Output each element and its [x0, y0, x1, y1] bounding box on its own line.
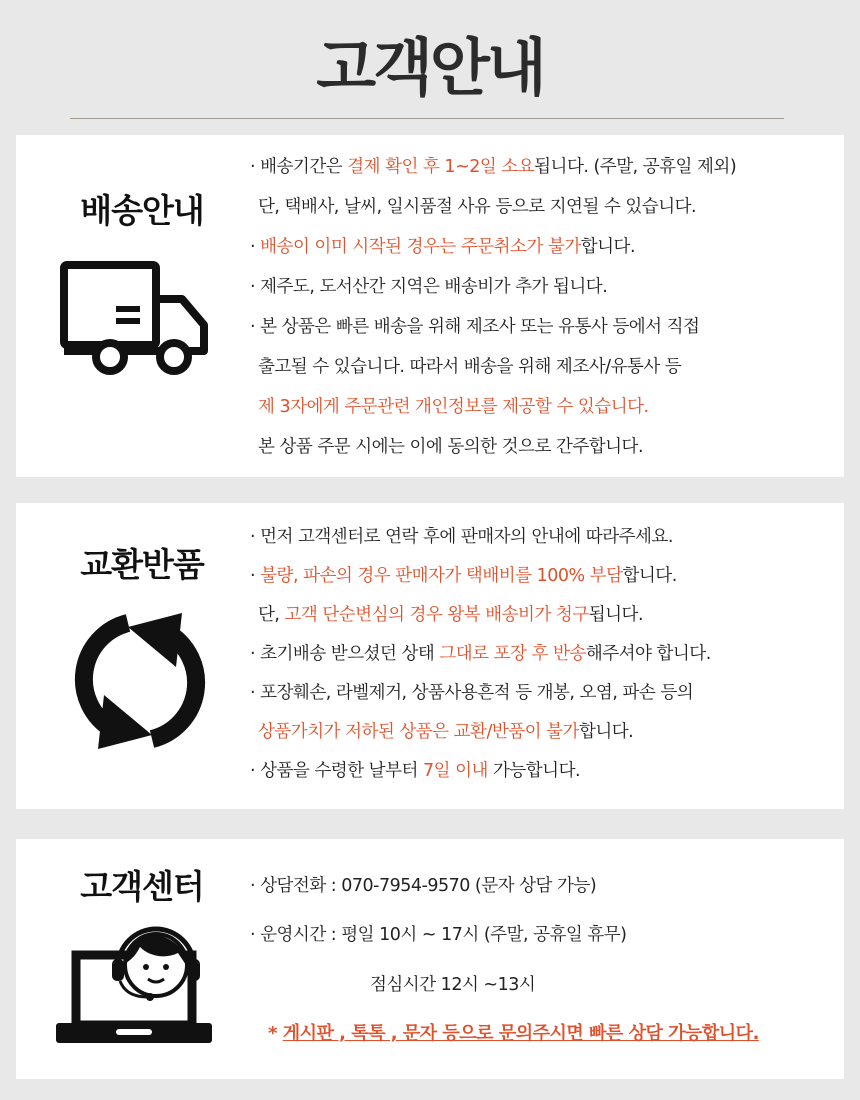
exchange-section: [16, 503, 844, 809]
shipping-section: [16, 135, 844, 477]
exchange-line-6: 상품가치가 저하된 상품은 교환/반품이 불가합니다.: [258, 722, 634, 742]
cs-hours: · 운영시간 : 평일 10시 ~ 17시 (주말, 공휴일 휴무): [250, 925, 627, 945]
truck-icon: [60, 259, 212, 379]
shipping-line-8: 본 상품 주문 시에는 이에 동의한 것으로 간주합니다.: [258, 437, 644, 457]
notice-text: 게시판 , 톡톡 , 문자 등으로 문의주시면 빠른 상담 가능합니다.: [282, 1023, 759, 1044]
shipping-line-4: · 제주도, 도서산간 지역은 배송비가 추가 됩니다.: [250, 277, 608, 297]
exchange-line-1: · 먼저 고객센터로 연락 후에 판매자의 안내에 따라주세요.: [250, 527, 673, 547]
page-title: 고객안내: [316, 31, 544, 104]
cs-lunch: 점심시간 12시 ~13시: [370, 975, 536, 995]
exchange-line-5: · 포장훼손, 라벨제거, 상품사용흔적 등 개봉, 오염, 파손 등의: [250, 683, 694, 703]
exchange-line-3: 단, 고객 단순변심의 경우 왕복 배송비가 청구됩니다.: [258, 605, 644, 625]
cs-heading: 고객센터: [80, 867, 204, 906]
exchange-line-7: · 상품을 수령한 날부터 7일 이내 가능합니다.: [250, 761, 581, 781]
cs-notice: [268, 1019, 759, 1045]
customer-center-section: [16, 839, 844, 1079]
title-divider: [70, 118, 784, 119]
cs-phone: · 상담전화 : 070-7954-9570 (문자 상담 가능): [250, 876, 597, 896]
shipping-heading: 배송안내: [80, 191, 204, 230]
exchange-heading: 교환반품: [80, 545, 204, 584]
notice-star: *: [268, 1023, 283, 1044]
shipping-line-5: · 본 상품은 빠른 배송을 위해 제조사 또는 유통사 등에서 직접: [250, 317, 700, 337]
shipping-line-1: · 배송기간은 결제 확인 후 1~2일 소요됩니다. (주말, 공휴일 제외): [250, 157, 737, 177]
shipping-line-2: 단, 택배사, 날씨, 일시품절 사유 등으로 지연될 수 있습니다.: [258, 197, 697, 217]
headset-laptop-icon: [54, 917, 214, 1049]
shipping-line-3: · 배송이 이미 시작된 경우는 주문취소가 불가합니다.: [250, 237, 636, 257]
shipping-line-6: 출고될 수 있습니다. 따라서 배송을 위해 제조사/유통사 등: [258, 357, 682, 377]
exchange-line-2: · 불량, 파손의 경우 판매자가 택배비를 100% 부담합니다.: [250, 566, 677, 586]
exchange-line-4: · 초기배송 받으셨던 상태 그대로 포장 후 반송해주셔야 합니다.: [250, 644, 711, 664]
refresh-arrows-icon: [72, 611, 208, 751]
shipping-line-7: 제 3자에게 주문관련 개인정보를 제공할 수 있습니다.: [258, 397, 649, 417]
